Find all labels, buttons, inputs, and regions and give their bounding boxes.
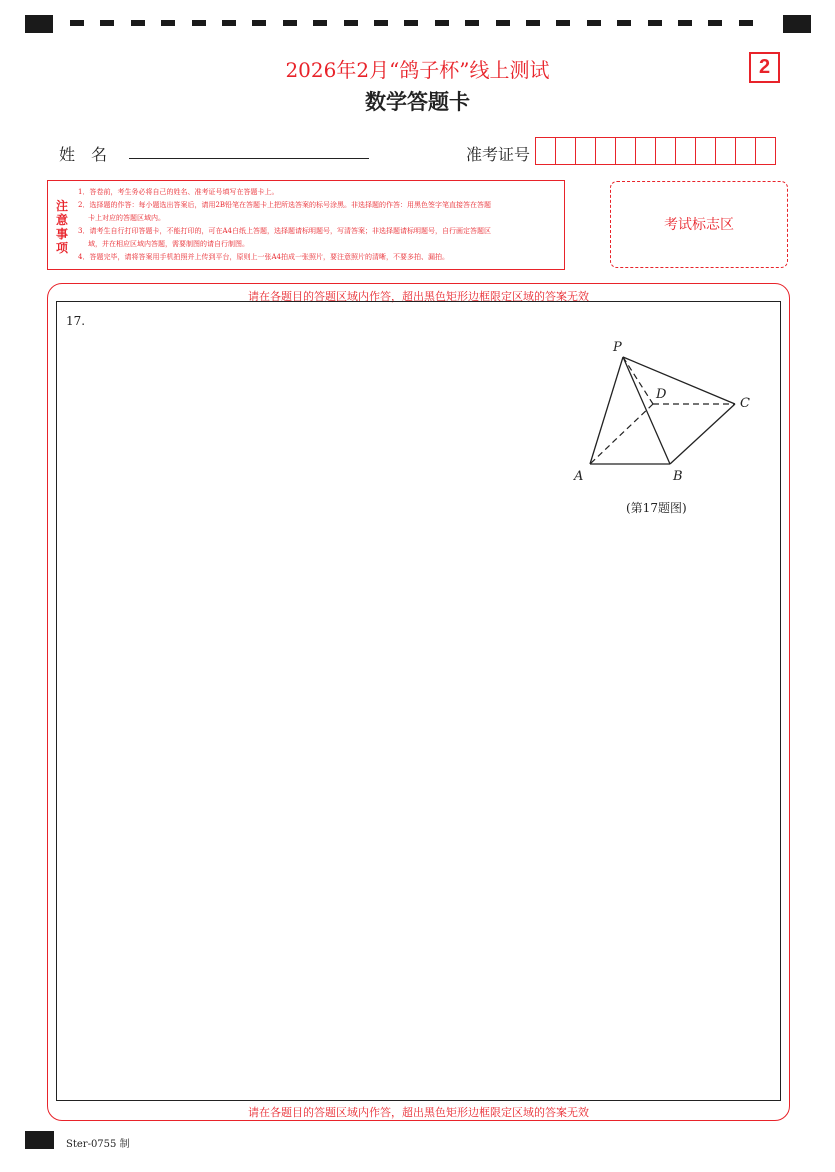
timing-dash	[678, 20, 692, 26]
timing-dash	[496, 20, 510, 26]
edge-PB	[623, 357, 670, 464]
timing-mark-bottom	[25, 1131, 54, 1149]
exam-id-digit-box[interactable]	[615, 137, 636, 165]
timing-dash	[556, 20, 570, 26]
label-D: D	[656, 387, 667, 402]
notice-label: 注意事项	[56, 199, 69, 255]
timing-mark-right	[783, 15, 811, 33]
exam-id-digit-box[interactable]	[555, 137, 576, 165]
notice-box	[47, 180, 565, 270]
label-C: C	[740, 396, 750, 411]
label-B: B	[673, 469, 683, 484]
timing-dash	[252, 20, 266, 26]
footer-code: Ster-0755 制	[66, 1139, 130, 1150]
exam-id-boxes[interactable]	[536, 137, 776, 165]
timing-dash	[131, 20, 145, 26]
timing-mark-left	[25, 15, 53, 33]
timing-dash	[587, 20, 601, 26]
exam-id-digit-box[interactable]	[595, 137, 616, 165]
edge-PD	[623, 357, 653, 404]
notice-list	[78, 186, 560, 264]
timing-dash	[222, 20, 236, 26]
bottom-warning: 请在各题目的答题区域内作答，超出黑色矩形边框限定区域的答案无效	[248, 1106, 589, 1119]
timing-dash	[708, 20, 722, 26]
exam-id-digit-box[interactable]	[635, 137, 656, 165]
exam-id-digit-box[interactable]	[535, 137, 556, 165]
exam-id-digit-box[interactable]	[575, 137, 596, 165]
exam-title: 2026年2月“鸽子杯”线上测试	[285, 58, 550, 82]
notice-item: 2．选择题的作答：每小题选出答案后，请用2B铅笔在答题卡上把所选答案的标号涂黑。非选择题的作答：用黑色签字笔直接答在答题	[78, 201, 492, 209]
card-subtitle: 数学答题卡	[365, 90, 470, 114]
exam-id-digit-box[interactable]	[675, 137, 696, 165]
question-number: 17.	[66, 314, 86, 328]
timing-dash	[648, 20, 662, 26]
timing-dash	[192, 20, 206, 26]
label-P: P	[613, 340, 622, 355]
timing-dash	[739, 20, 753, 26]
exam-id-digit-box[interactable]	[655, 137, 676, 165]
edge-BC	[670, 404, 735, 464]
pyramid-figure	[565, 333, 765, 488]
exam-id-digit-box[interactable]	[735, 137, 756, 165]
timing-dash	[435, 20, 449, 26]
notice-item: 卡上对应的答题区域内。	[88, 214, 165, 222]
timing-dash	[374, 20, 388, 26]
figure-caption: (第17题图)	[626, 501, 687, 515]
edge-PC	[623, 357, 735, 404]
timing-dash	[404, 20, 418, 26]
notice-item: 域，并在相应区域内答题，需要制图的请自行制图。	[88, 240, 249, 248]
notice-item: 4．答题完毕，请将答案用手机拍照并上传到平台，原则上一张A4拍成一张照片，要注意照片的清晰，不要多拍、漏拍。	[78, 253, 449, 261]
timing-dash	[526, 20, 540, 26]
timing-dash	[344, 20, 358, 26]
timing-dash	[70, 20, 84, 26]
exam-id-label: 准考证号	[466, 145, 531, 164]
timing-dash	[283, 20, 297, 26]
timing-dash	[465, 20, 479, 26]
exam-mark-area: 考试标志区	[610, 181, 788, 268]
notice-item: 1．答卷前，考生务必将自己的姓名、准考证号填写在答题卡上。	[78, 188, 279, 196]
top-warning: 请在各题目的答题区域内作答，超出黑色矩形边框限定区域的答案无效	[248, 290, 589, 303]
timing-dash	[100, 20, 114, 26]
timing-dash	[313, 20, 327, 26]
exam-id-digit-box[interactable]	[715, 137, 736, 165]
name-field[interactable]	[129, 158, 369, 159]
label-A: A	[574, 469, 584, 484]
exam-id-digit-box[interactable]	[695, 137, 716, 165]
page-number-badge: 2	[749, 52, 780, 83]
notice-item: 3．请考生自行打印答题卡，不能打印的，可在A4白纸上答题，选择题请标明题号，写清答案；非选择题请标明题号，自行画定答题区	[78, 227, 491, 235]
timing-dash	[617, 20, 631, 26]
timing-dash	[161, 20, 175, 26]
name-label: 姓 名	[59, 145, 108, 164]
exam-id-digit-box[interactable]	[755, 137, 776, 165]
